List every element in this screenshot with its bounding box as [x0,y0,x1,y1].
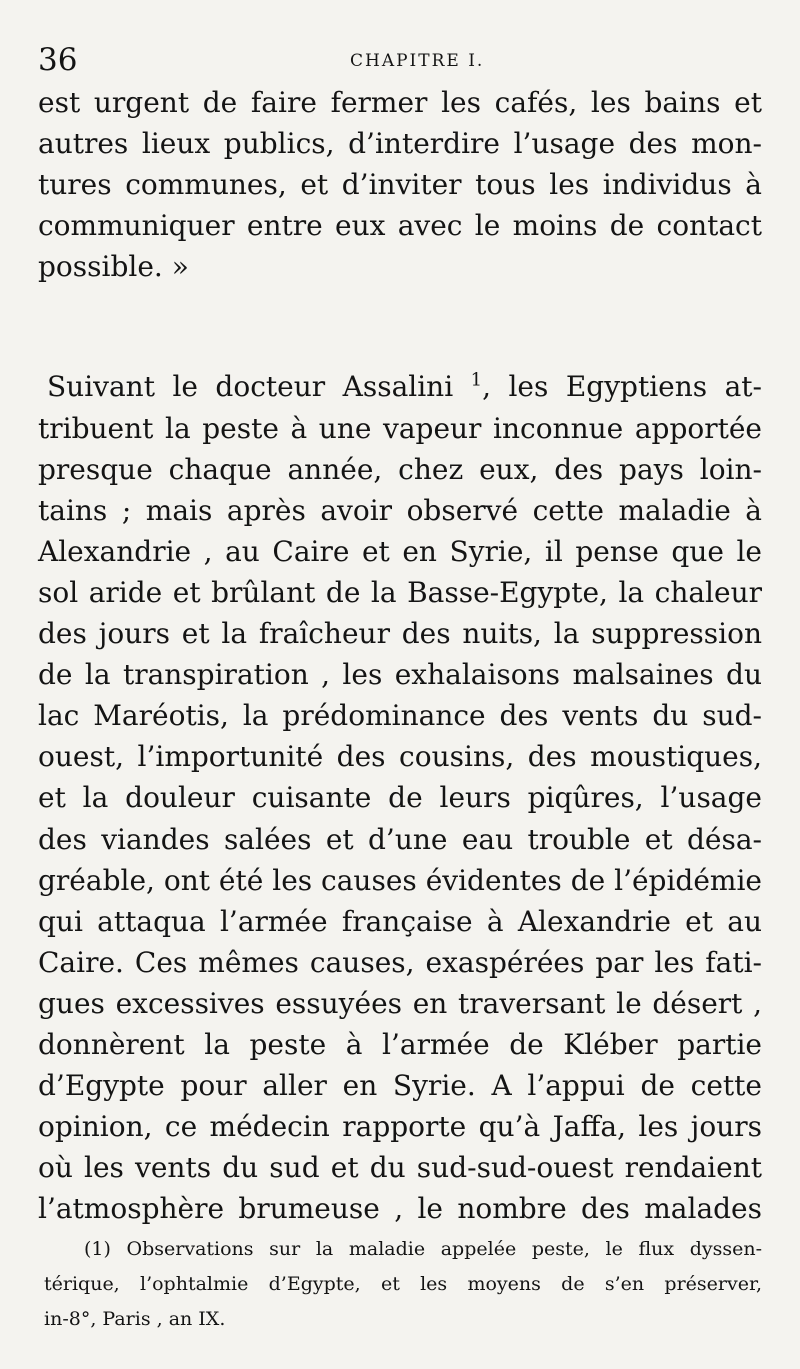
text-line: Caire. Ces mêmes causes, exaspérées par les fati- [38,945,762,979]
text-line: où les vents du sud et du sud-sud-ouest rendaient [38,1151,762,1185]
footnote-line: térique, l’ophtalmie d’Egypte, et les moyens de s’en préserver, [44,1273,762,1295]
text-line: est urgent de faire fermer les cafés, les bains et [38,86,762,119]
text-line: Alexandrie , au Caire et en Syrie, il pense que le [38,534,762,568]
text-line: sol aride et brûlant de la Basse-Egypte, la chaleur [38,575,762,609]
text-line: tures communes, et d’inviter tous les individus à [38,168,762,202]
text-line: autres lieux publics, d’interdire l’usage des mon- [38,127,762,161]
text-line: gréable, ont été les causes évidentes de l’épidémie [38,863,762,897]
footnote-line: (1) Observations sur la maladie appelée peste, le flux dyssen- [84,1238,762,1260]
text-line: tains ; mais après avoir observé cette maladie à [38,493,762,527]
footnotes [44,1232,762,1337]
text-line: presque chaque année, chez eux, des pays loin- [38,452,762,486]
text-line [38,366,762,407]
text-line: des viandes salées et d’une eau trouble et désa- [38,822,762,856]
text-line: de la transpiration , les exhalaisons malsaines du [38,658,762,692]
text-line: gues excessives essuyées en traversant le désert , [38,986,762,1020]
text-line: et la douleur cuisante de leurs piqûres, l’usage [38,781,762,815]
footnote-line: in-8°, Paris , an IX. [44,1308,226,1330]
text-line: qui attaqua l’armée française à Alexandrie et au [38,904,762,938]
paragraph [38,366,762,1229]
page-number: 36 [38,42,78,78]
body-text [38,82,762,1229]
text-run: Suivant le docteur Assalini [47,370,471,404]
paragraph [38,82,762,287]
text-line: communiquer entre eux avec le moins de contact [38,209,762,243]
text-line: tribuent la peste à une vapeur inconnue apportée [38,411,762,445]
text-line: des jours et la fraîcheur des nuits, la suppression [38,617,762,651]
text-line: opinion, ce médecin rapporte qu’à Jaffa, les jours [38,1110,762,1144]
text-line: lac Maréotis, la prédominance des vents du sud- [38,699,762,733]
text-line: d’Egypte pour aller en Syrie. A l’appui de cette [38,1069,762,1103]
text-line: donnèrent la peste à l’armée de Kléber partie [38,1027,762,1061]
paragraph-gap [38,287,762,366]
page-header [38,38,762,82]
text-run: , les Egyptiens at- [482,370,762,404]
text-line: possible. » [38,250,189,284]
text-line: l’atmosphère brumeuse , le nombre des malades [38,1192,762,1226]
footnote-reference: 1 [470,370,483,392]
running-head: CHAPITRE I. [350,51,485,71]
text-line: ouest, l’importunité des cousins, des moustiques, [38,740,762,774]
